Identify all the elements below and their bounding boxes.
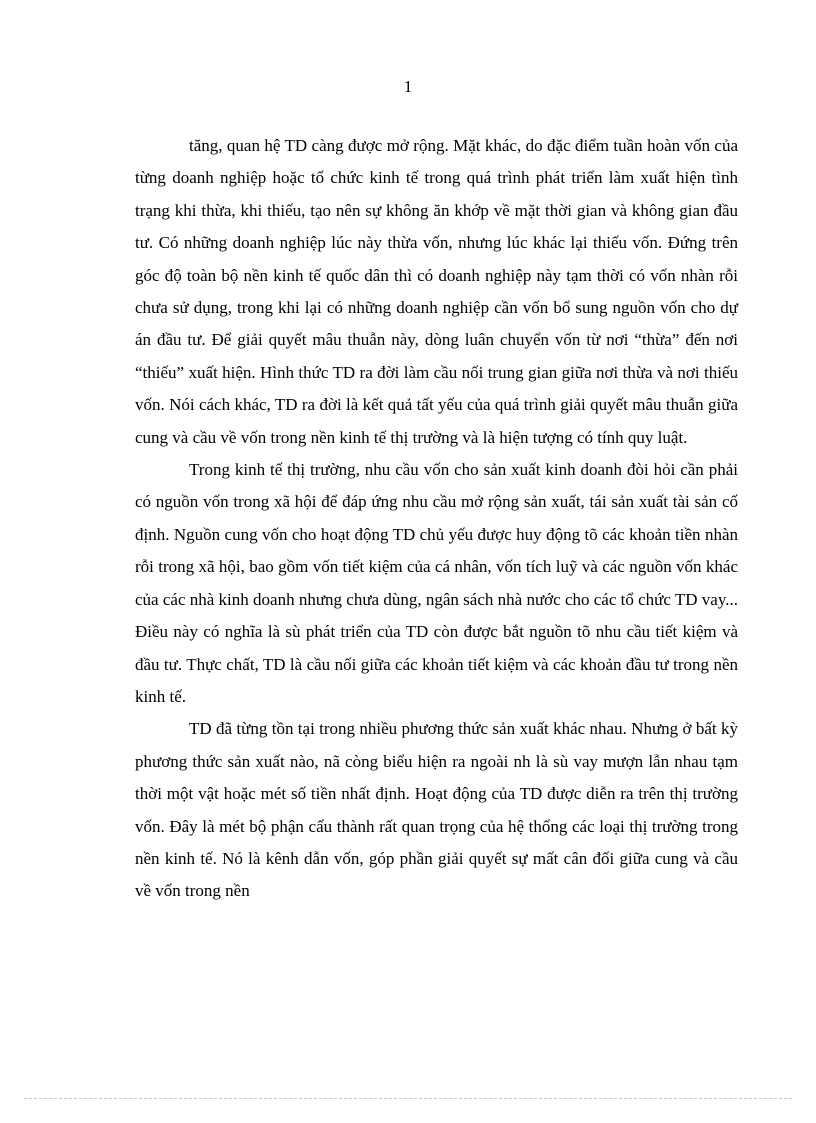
page-number: 1: [403, 77, 413, 96]
paragraph-capital-market: TD đã từng tồn tại trong nhiều phương thức sản xuất khác nhau. Nhưng ở bất kỳ phương thức sản xuất nào, nã còng biểu hiện ra ngoài nh là sù vay mượn lẫn nhau tạm thời một vật hoặc mét số tiền nhất định. Hoạt động của TD được diễn ra trên thị trường vốn. Đây là mét bộ phận cấu thành rất quan trọng của hệ thống các loại thị trường trong nền kinh tế. Nó là kênh dẫn vốn, góp phần giải quyết sự mất cân đối giữa cung và cầu về vốn trong nền: [135, 719, 738, 901]
paragraph-capital-supply: Trong kinh tế thị trường, nhu cầu vốn cho sản xuất kinh doanh đòi hỏi cần phải có nguồn vốn trong xã hội để đáp ứng nhu cầu mở rộng sản xuất, tái sản xuất tài sản cố định. Nguồn cung vốn cho hoạt động TD chủ yếu được huy động tõ các khoản tiền nhàn rỗi trong xã hội, bao gồm vốn tiết kiệm của cá nhân, vốn tích luỹ và các nguồn vốn khác của các nhà kinh doanh nhưng chưa dùng, ngân sách nhà nước cho các tổ chức TD vay... Điều này có nghĩa là sù phát triển của TD còn được bắt nguồn tõ nhu cầu tiết kiệm và đầu tư. Thực chất, TD là cầu nối giữa các khoản tiết kiệm và các khoản đầu tư trong nền kinh tế.: [135, 460, 738, 706]
body-text: [135, 130, 738, 908]
paragraph-credit-origin: tăng, quan hệ TD càng được mở rộng. Mặt khác, do đặc điểm tuần hoàn vốn của từng doanh nghiệp hoặc tổ chức kinh tế trong quá trình phát triển làm xuất hiện tình trạng khi thừa, khi thiếu, tạo nên sự không ăn khớp về mặt thời gian và không gian đầu tư. Có những doanh nghiệp lúc này thừa vốn, nhưng lúc khác lại thiếu vốn. Đứng trên góc độ toàn bộ nền kinh tế quốc dân thì có doanh nghiệp này tạm thời có vốn nhàn rỗi chưa sử dụng, trong khi lại có những doanh nghiệp cần vốn bổ sung nguồn vốn cho dự án đầu tư. Để giải quyết mâu thuẫn này, dòng luân chuyển vốn từ nơi “thừa” đến nơi “thiếu” xuất hiện. Hình thức TD ra đời làm cầu nối trung gian giữa nơi thừa và nơi thiếu vốn. Nói cách khác, TD ra đời là kết quả tất yếu của quá trình giải quyết mâu thuẫn giữa cung và cầu về vốn trong nền kinh tế thị trường và là hiện tượng có tính quy luật.: [135, 136, 738, 447]
page-bottom-divider: [24, 1098, 792, 1099]
